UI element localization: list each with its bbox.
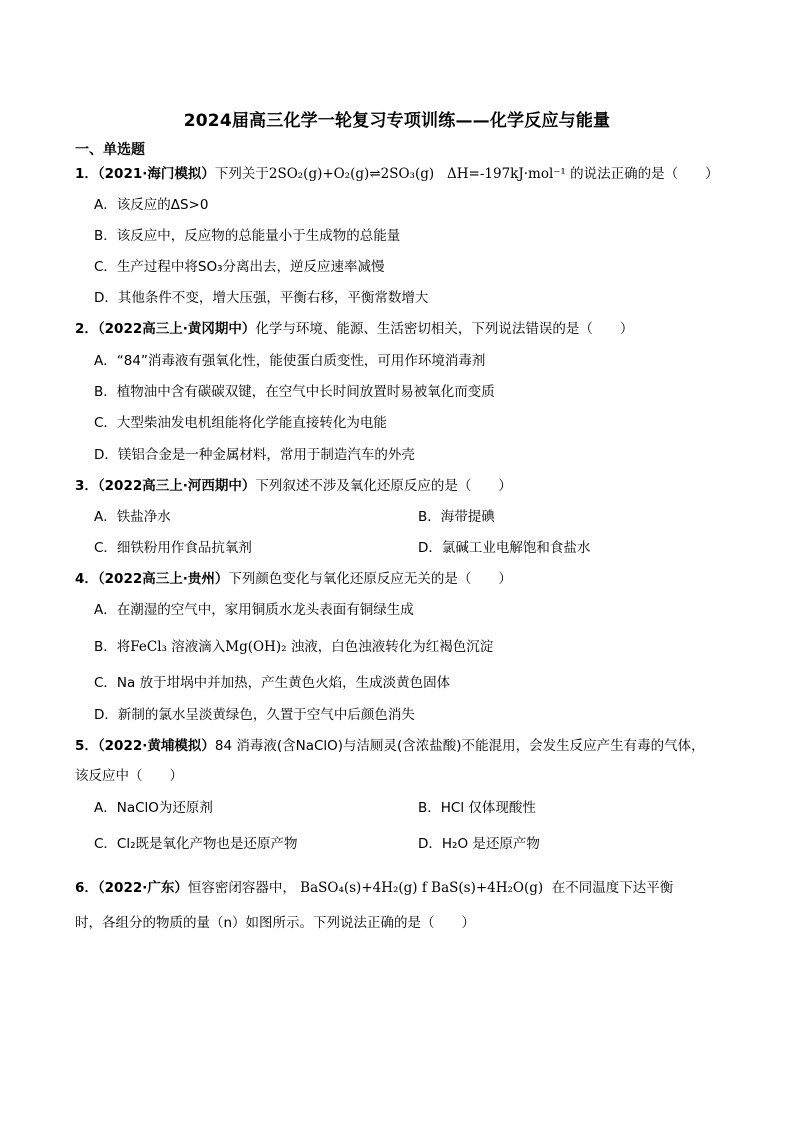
- question-text: 恒容密闭容器中，: [187, 880, 296, 896]
- option-b: B．HCl 仅体现酸性: [418, 800, 536, 816]
- question-number: 5．: [75, 738, 98, 754]
- option-text: B．将: [94, 639, 131, 655]
- question-number: 3．: [75, 478, 98, 494]
- question-4-stem: [75, 569, 512, 589]
- option-d: D．氯碱工业电解饱和食盐水: [418, 540, 591, 556]
- option-text: 溶液滴入: [171, 639, 226, 655]
- option-c: C．生产过程中将SO₃分离出去，逆反应速率减慢: [94, 259, 385, 275]
- question-source: （2022高三上·贵州）: [97, 571, 229, 587]
- option-c: C．Cl₂既是氧化产物也是还原产物: [94, 836, 298, 852]
- option-d: D．新制的氯水呈淡黄绿色，久置于空气中后颜色消失: [94, 707, 415, 723]
- option-a: A．“84”消毒液有强氧化性，能使蛋白质变性，可用作环境消毒剂: [94, 353, 486, 369]
- section-heading: 一、单选题: [75, 142, 145, 158]
- option-a: A．该反应的ΔS>0: [94, 197, 209, 213]
- option-b: B．植物油中含有碳碳双键，在空气中长时间放置时易被氧化而变质: [94, 384, 495, 400]
- document-title: 2024届高三化学一轮复习专项训练——化学反应与能量: [183, 111, 611, 131]
- question-number: 6．: [75, 880, 98, 896]
- option-a: A．在潮湿的空气中，家用铜质水龙头表面有铜绿生成: [94, 602, 414, 618]
- question-text: 的说法正确的是（ ）: [570, 166, 719, 182]
- question-number: 1．: [75, 166, 98, 182]
- question-text: 化学与环境、能源、生活密切相关，下列说法错误的是（ ）: [255, 321, 634, 337]
- option-b: [94, 637, 493, 657]
- option-d: D．其他条件不变，增大压强，平衡右移，平衡常数增大: [94, 290, 429, 306]
- question-text: 下列叙述不涉及氧化还原反应的是（ ）: [255, 478, 512, 494]
- question-source: （2021·海门模拟）: [97, 166, 215, 182]
- formula-mgoh2: Mg(OH)₂: [225, 639, 287, 655]
- formula-fecl3: FeCl₃: [130, 639, 167, 655]
- question-text: 下列关于: [214, 166, 269, 182]
- option-a: A．铁盐净水: [94, 509, 171, 525]
- question-number: 2．: [75, 321, 98, 337]
- question-5-stem: [75, 736, 705, 756]
- option-c: C．大型柴油发电机组能将化学能直接转化为电能: [94, 415, 387, 431]
- option-d: D．H₂O 是还原产物: [418, 836, 540, 852]
- question-number: 4．: [75, 571, 98, 587]
- question-text: 84 消毒液(含NaClO)与洁厕灵(含浓盐酸)不能混用，会发生反应产生有毒的气体，: [214, 738, 705, 754]
- question-text: 在不同温度下达平衡: [551, 880, 674, 896]
- reaction-equation: 2SO₂(g)+O₂(g)⇌2SO₃(g): [268, 166, 435, 182]
- option-c: C．Na 放于坩埚中并加热，产生黄色火焰，生成淡黄色固体: [94, 675, 451, 691]
- enthalpy-change: ΔH=-197kJ·mol⁻¹: [447, 166, 566, 182]
- option-b: B．该反应中，反应物的总能量小于生成物的总能量: [94, 228, 401, 244]
- question-5-stem-cont: 该反应中（ ）: [75, 768, 183, 784]
- question-3-stem: [75, 476, 512, 496]
- option-b: B．海带提碘: [418, 509, 495, 525]
- option-text: 浊液，白色浊液转化为红褐色沉淀: [290, 639, 494, 655]
- question-1-stem: [75, 164, 719, 184]
- question-source: （2022·黄埔模拟）: [97, 738, 215, 754]
- option-c: C．细铁粉用作食品抗氧剂: [94, 540, 252, 556]
- question-6-stem: [75, 878, 673, 898]
- question-text: 下列颜色变化与氧化还原反应无关的是（ ）: [228, 571, 512, 587]
- question-2-stem: [75, 319, 633, 339]
- question-source: （2022高三上·河西期中）: [97, 478, 256, 494]
- reaction-equation: BaSO₄(s)+4H₂(g) f BaS(s)+4H₂O(g): [300, 880, 544, 896]
- question-source: （2022高三上·黄冈期中）: [97, 321, 256, 337]
- question-6-stem-cont: 时，各组分的物质的量（n）如图所示。下列说法正确的是（ ）: [75, 915, 476, 931]
- option-a: A．NaClO为还原剂: [94, 800, 213, 816]
- option-d: D．镁铝合金是一种金属材料，常用于制造汽车的外壳: [94, 447, 415, 463]
- question-source: （2022·广东）: [97, 880, 188, 896]
